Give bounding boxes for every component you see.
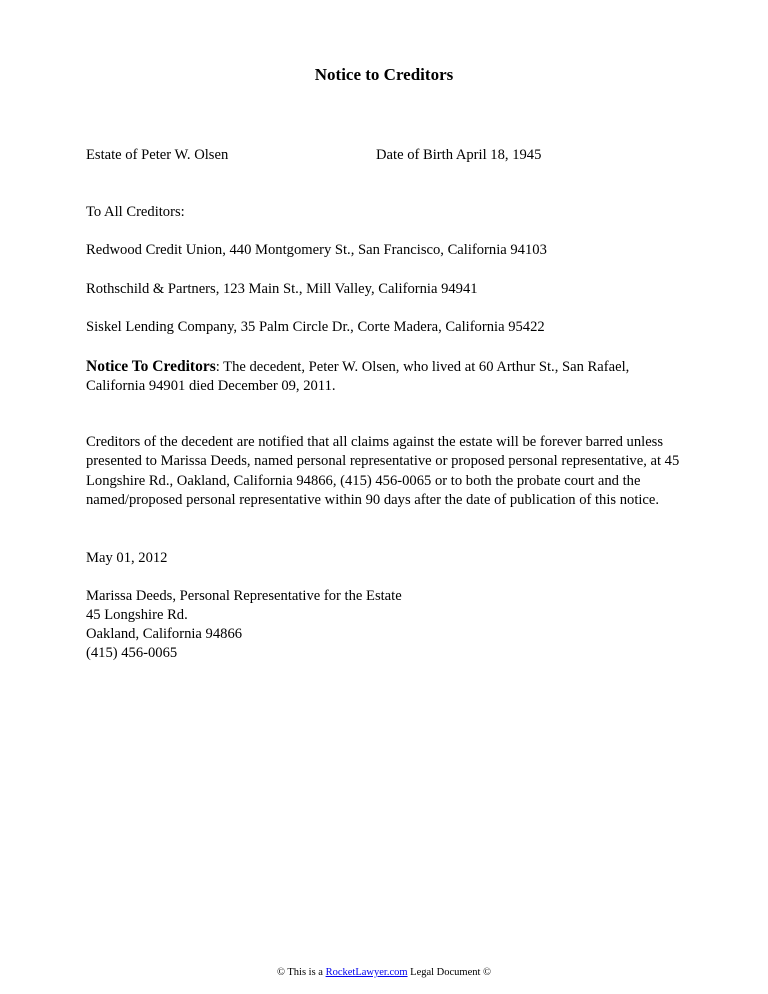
- claims-paragraph: Creditors of the decedent are notified that all claims against the estate will be forever barred unless presented to Marissa Deeds, named personal representative or proposed personal representative, at 45 Longshire Rd., Oakland, California 94866, (415) 456-0065 or to both the probate court and the named/proposed personal representative within 90 days after the date of publication of this notice.: [86, 434, 680, 508]
- document-title: Notice to Creditors: [314, 65, 454, 84]
- signature-phone: (415) 456-0065: [86, 645, 178, 661]
- signature-name: Marissa Deeds, Personal Representative for the Estate: [86, 588, 402, 604]
- footer-link[interactable]: RocketLawyer.com: [325, 967, 408, 978]
- salutation: To All Creditors:: [86, 204, 185, 220]
- notice-label: Notice To Creditors: [86, 358, 216, 375]
- date-of-birth: Date of Birth April 18, 1945: [376, 147, 542, 163]
- notice-text: : The decedent, Peter W. Olsen, who lived at 60 Arthur St., San Rafael, California 94901 died December 09, 2011.: [86, 359, 630, 395]
- signature-street: 45 Longshire Rd.: [86, 607, 188, 623]
- footer: [0, 966, 768, 980]
- creditor-line: Redwood Credit Union, 440 Montgomery St., San Francisco, California 94103: [86, 242, 547, 258]
- footer-prefix: © This is a: [276, 967, 326, 978]
- notice-paragraph: [86, 357, 690, 397]
- signature-city: Oakland, California 94866: [86, 626, 243, 642]
- creditor-line: Siskel Lending Company, 35 Palm Circle Dr., Corte Madera, California 95422: [86, 319, 545, 335]
- creditor-line: Rothschild & Partners, 123 Main St., Mill Valley, California 94941: [86, 281, 478, 297]
- estate-name: Estate of Peter W. Olsen: [86, 147, 229, 163]
- notice-date: May 01, 2012: [86, 550, 168, 566]
- footer-suffix: Legal Document ©: [407, 967, 492, 978]
